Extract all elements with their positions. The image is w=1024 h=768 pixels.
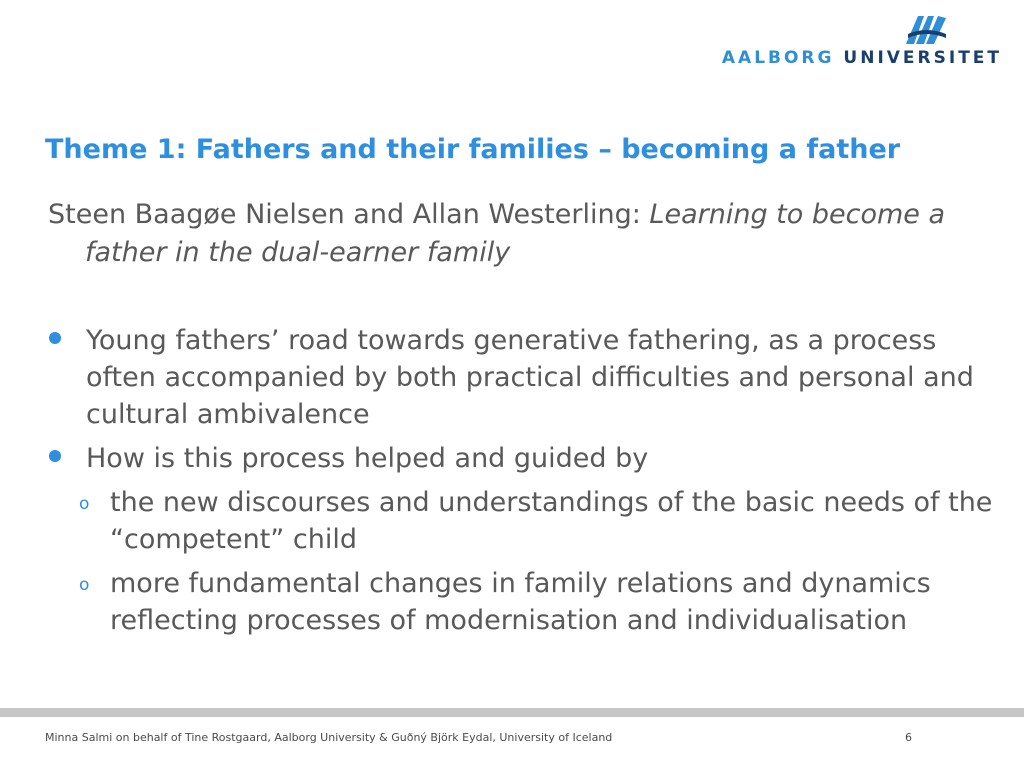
slide-subtitle bbox=[48, 196, 1024, 272]
sub-bullet-container bbox=[44, 484, 994, 639]
bullet-item bbox=[44, 322, 994, 433]
circle-marker-icon: o bbox=[79, 575, 90, 595]
university-logo bbox=[682, 8, 1002, 72]
circle-marker-icon: o bbox=[79, 494, 90, 514]
bullet-dot-icon bbox=[49, 332, 61, 344]
logo-text-aalborg: AALBORG bbox=[721, 48, 835, 68]
footer-divider bbox=[0, 708, 1024, 717]
logo-wordmark bbox=[722, 48, 1002, 68]
logo-text-universitet: UNIVERSITET bbox=[843, 48, 1002, 68]
footer-credit: Minna Salmi on behalf of Tine Rostgaard, Aalborg University & Guðný Björk Eydal, University of Iceland bbox=[45, 731, 613, 744]
bullet-list bbox=[44, 322, 994, 646]
slide-title: Theme 1: Fathers and their families – becoming a father bbox=[45, 134, 901, 165]
sub-bullet-text: more fundamental changes in family relations and dynamics reflecting processes of modernisation and individualisation bbox=[110, 568, 931, 636]
sub-bullet-list bbox=[44, 484, 994, 639]
sub-bullet-text: the new discourses and understandings of the basic needs of the “competent” child bbox=[110, 487, 993, 555]
bullet-item bbox=[44, 440, 994, 477]
sub-bullet-item bbox=[44, 565, 994, 639]
bullet-text: How is this process helped and guided by bbox=[86, 443, 649, 474]
sub-bullet-item bbox=[44, 484, 994, 558]
subtitle-work-title: Learning to become a father in the dual-earner family bbox=[85, 199, 946, 268]
subtitle-authors: Steen Baagøe Nielsen and Allan Westerling: bbox=[48, 199, 650, 230]
bullet-dot-icon bbox=[49, 450, 61, 462]
bullet-text: Young fathers’ road towards generative fathering, as a process often accompanied by both practical difficulties and personal and cultural ambivalence bbox=[86, 325, 974, 430]
page-number: 6 bbox=[905, 731, 912, 744]
logo-wave-icon bbox=[904, 12, 948, 46]
